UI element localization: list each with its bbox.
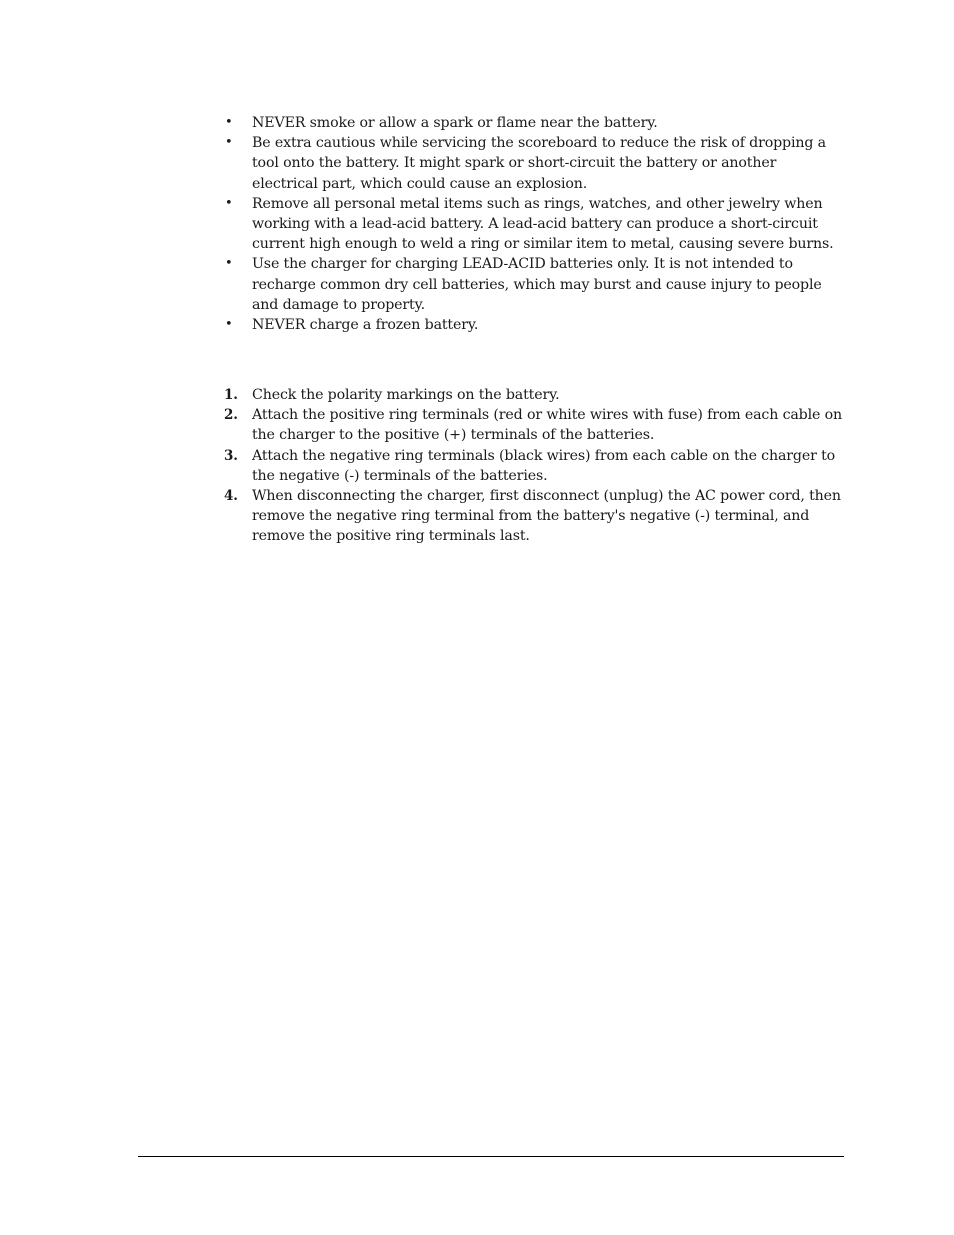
step-text: When disconnecting the charger, first disconnect (unplug) the AC power cord, then remove the negative ring terminal from the battery's negative (-) terminal, and remove the positive ring terminals last.: [252, 488, 841, 545]
list-item: [224, 486, 844, 547]
footer-divider: [138, 1156, 844, 1157]
bullet-marker: •: [225, 317, 233, 333]
step-number: 2.: [224, 407, 238, 424]
step-text: Attach the positive ring terminals (red or white wires with fuse) from each cable on the charger to the positive (+) terminals of the batteries.: [252, 407, 842, 444]
bullet-marker: •: [225, 135, 233, 151]
charging-steps-list: [224, 385, 844, 547]
bullet-text: NEVER smoke or allow a spark or flame near the battery.: [252, 115, 658, 131]
bullet-text: NEVER charge a frozen battery.: [252, 317, 479, 334]
bullet-text: Use the charger for charging LEAD-ACID batteries only. It is not intended to recharge common dry cell batteries, which may burst and cause injury to people and damage to property.: [252, 256, 822, 313]
bullet-marker: •: [225, 256, 233, 272]
step-text: Attach the negative ring terminals (black wires) from each cable on the charger to the negative (-) terminals of the batteries.: [252, 447, 836, 484]
step-number: 4.: [224, 488, 238, 505]
list-item: [224, 113, 844, 133]
step-text: Check the polarity markings on the battery.: [252, 387, 560, 403]
list-item: [224, 254, 844, 315]
list-item: [224, 133, 844, 194]
list-item: [224, 405, 844, 445]
list-item: [224, 385, 844, 405]
step-number: 1.: [224, 387, 238, 403]
safety-bullet-list: [224, 113, 844, 335]
step-number: 3.: [224, 447, 238, 464]
bullet-marker: •: [225, 195, 233, 211]
list-item: [224, 315, 844, 335]
bullet-text: Remove all personal metal items such as rings, watches, and other jewelry when working with a lead-acid battery. A lead-acid battery can produce a short-circuit current high enough to weld a ring or similar item to metal, causing severe burns.: [252, 195, 834, 253]
list-item: [224, 446, 844, 486]
list-item: [224, 194, 844, 255]
bullet-text: Be extra cautious while servicing the scoreboard to reduce the risk of dropping a tool onto the battery. It might spark or short-circuit the battery or another electrical part, which could cause an explosion.: [252, 135, 826, 192]
bullet-marker: •: [225, 115, 233, 130]
